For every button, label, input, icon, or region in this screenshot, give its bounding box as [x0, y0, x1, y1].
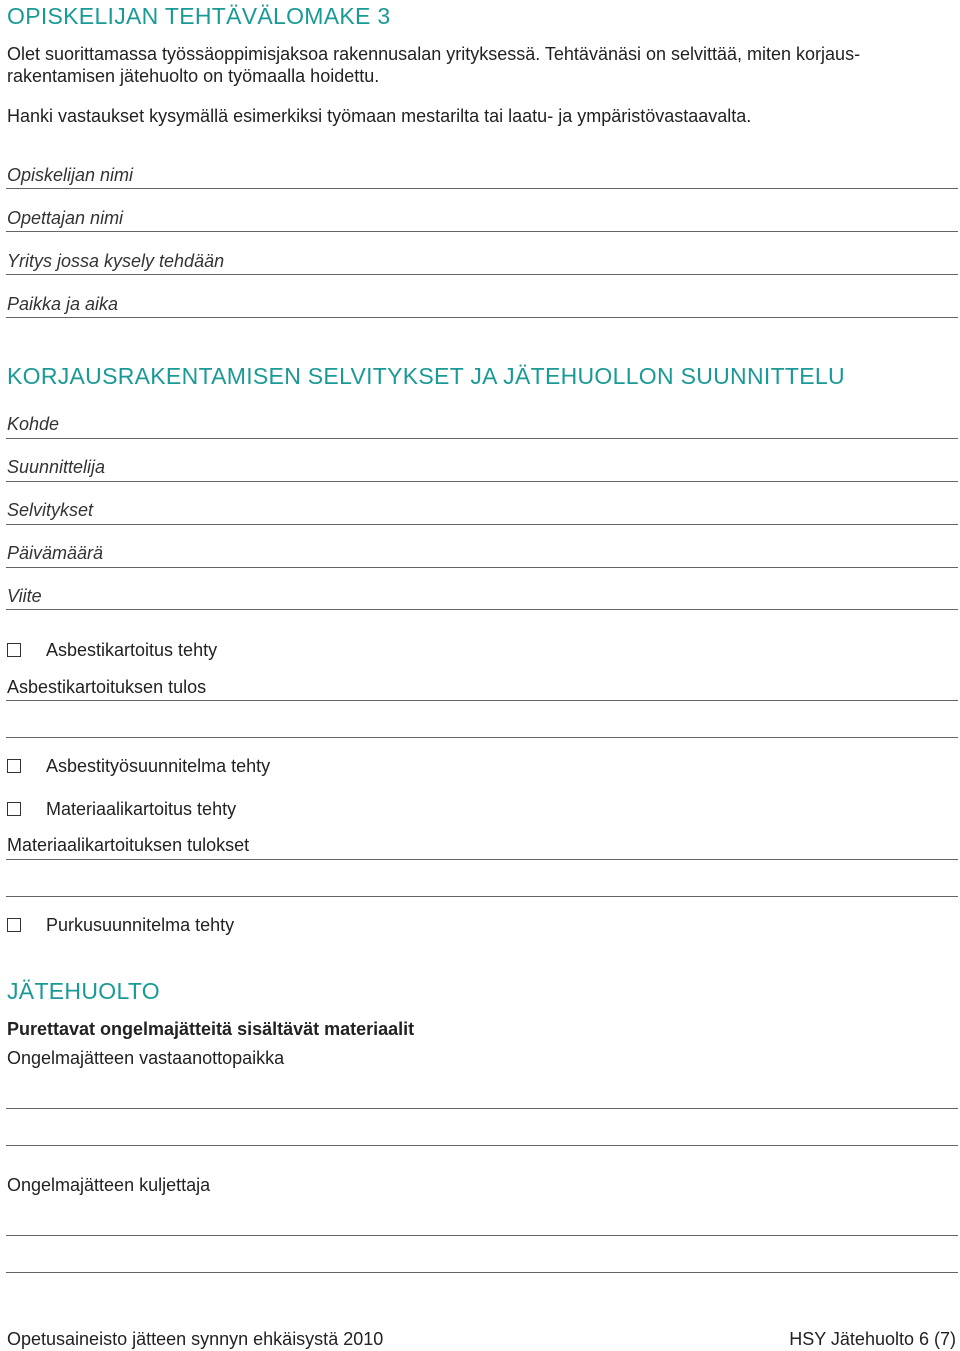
field-line-target[interactable] — [6, 438, 958, 439]
carrier-line-2[interactable] — [6, 1272, 958, 1273]
intro-line-3: Hanki vastaukset kysymällä esimerkiksi työmaan mestarilta tai laatu- ja ympäristövastaavalta. — [7, 106, 752, 126]
carrier-line-1[interactable] — [6, 1235, 958, 1236]
field-label-company: Yritys jossa kysely tehdään — [7, 251, 225, 271]
field-line-student-name[interactable] — [6, 188, 958, 189]
asbestos-result-line-2[interactable] — [6, 737, 958, 738]
field-line-reference[interactable] — [6, 609, 958, 610]
material-survey-label: Materiaalikartoitus tehty — [46, 799, 237, 819]
field-line-company[interactable] — [6, 274, 958, 275]
field-line-teacher-name[interactable] — [6, 231, 958, 232]
intro-line-2: rakentamisen jätehuolto on työmaalla hoidettu. — [7, 66, 380, 86]
field-label-date: Päivämäärä — [7, 543, 104, 563]
field-line-designer[interactable] — [6, 481, 958, 482]
field-line-surveys[interactable] — [6, 524, 958, 525]
hazardous-materials-subheading: Purettavat ongelmajätteitä sisältävät materiaalit — [7, 1019, 415, 1039]
asbestos-survey-checkbox[interactable] — [7, 643, 21, 657]
asbestos-plan-checkbox[interactable] — [7, 759, 21, 773]
footer-left: Opetusaineisto jätteen synnyn ehkäisystä 2010 — [7, 1329, 384, 1349]
receiver-line-1[interactable] — [6, 1108, 958, 1109]
demolition-plan-label: Purkusuunnitelma tehty — [46, 915, 235, 935]
field-line-place-time[interactable] — [6, 317, 958, 318]
receiver-line-2[interactable] — [6, 1145, 958, 1146]
asbestos-result-line-1[interactable] — [6, 700, 958, 701]
receiver-label: Ongelmajätteen vastaanottopaikka — [7, 1048, 285, 1068]
asbestos-plan-label: Asbestityösuunnitelma tehty — [46, 756, 271, 776]
page-title: OPISKELIJAN TEHTÄVÄLOMAKE 3 — [7, 3, 391, 29]
footer-right: HSY Jätehuolto 6 (7) — [789, 1329, 956, 1349]
material-results-line-2[interactable] — [6, 896, 958, 897]
asbestos-result-label: Asbestikartoituksen tulos — [7, 677, 207, 697]
material-results-line-1[interactable] — [6, 859, 958, 860]
field-label-teacher-name: Opettajan nimi — [7, 208, 124, 228]
field-label-student-name: Opiskelijan nimi — [7, 165, 134, 185]
field-label-reference: Viite — [7, 586, 42, 606]
carrier-label: Ongelmajätteen kuljettaja — [7, 1175, 211, 1195]
field-label-target: Kohde — [7, 414, 60, 434]
material-survey-checkbox[interactable] — [7, 802, 21, 816]
section-heading-surveys: KORJAUSRAKENTAMISEN SELVITYKSET JA JÄTEHUOLLON SUUNNITTELU — [7, 363, 845, 389]
field-label-surveys: Selvitykset — [7, 500, 94, 520]
field-line-date[interactable] — [6, 567, 958, 568]
field-label-place-time: Paikka ja aika — [7, 294, 119, 314]
demolition-plan-checkbox[interactable] — [7, 918, 21, 932]
material-results-label: Materiaalikartoituksen tulokset — [7, 835, 250, 855]
asbestos-survey-label: Asbestikartoitus tehty — [46, 640, 218, 660]
intro-line-1: Olet suorittamassa työssäoppimisjaksoa rakennusalan yrityksessä. Tehtävänäsi on selvittää, miten korjaus- — [7, 44, 861, 64]
field-label-designer: Suunnittelija — [7, 457, 106, 477]
section-heading-waste: JÄTEHUOLTO — [7, 978, 160, 1004]
